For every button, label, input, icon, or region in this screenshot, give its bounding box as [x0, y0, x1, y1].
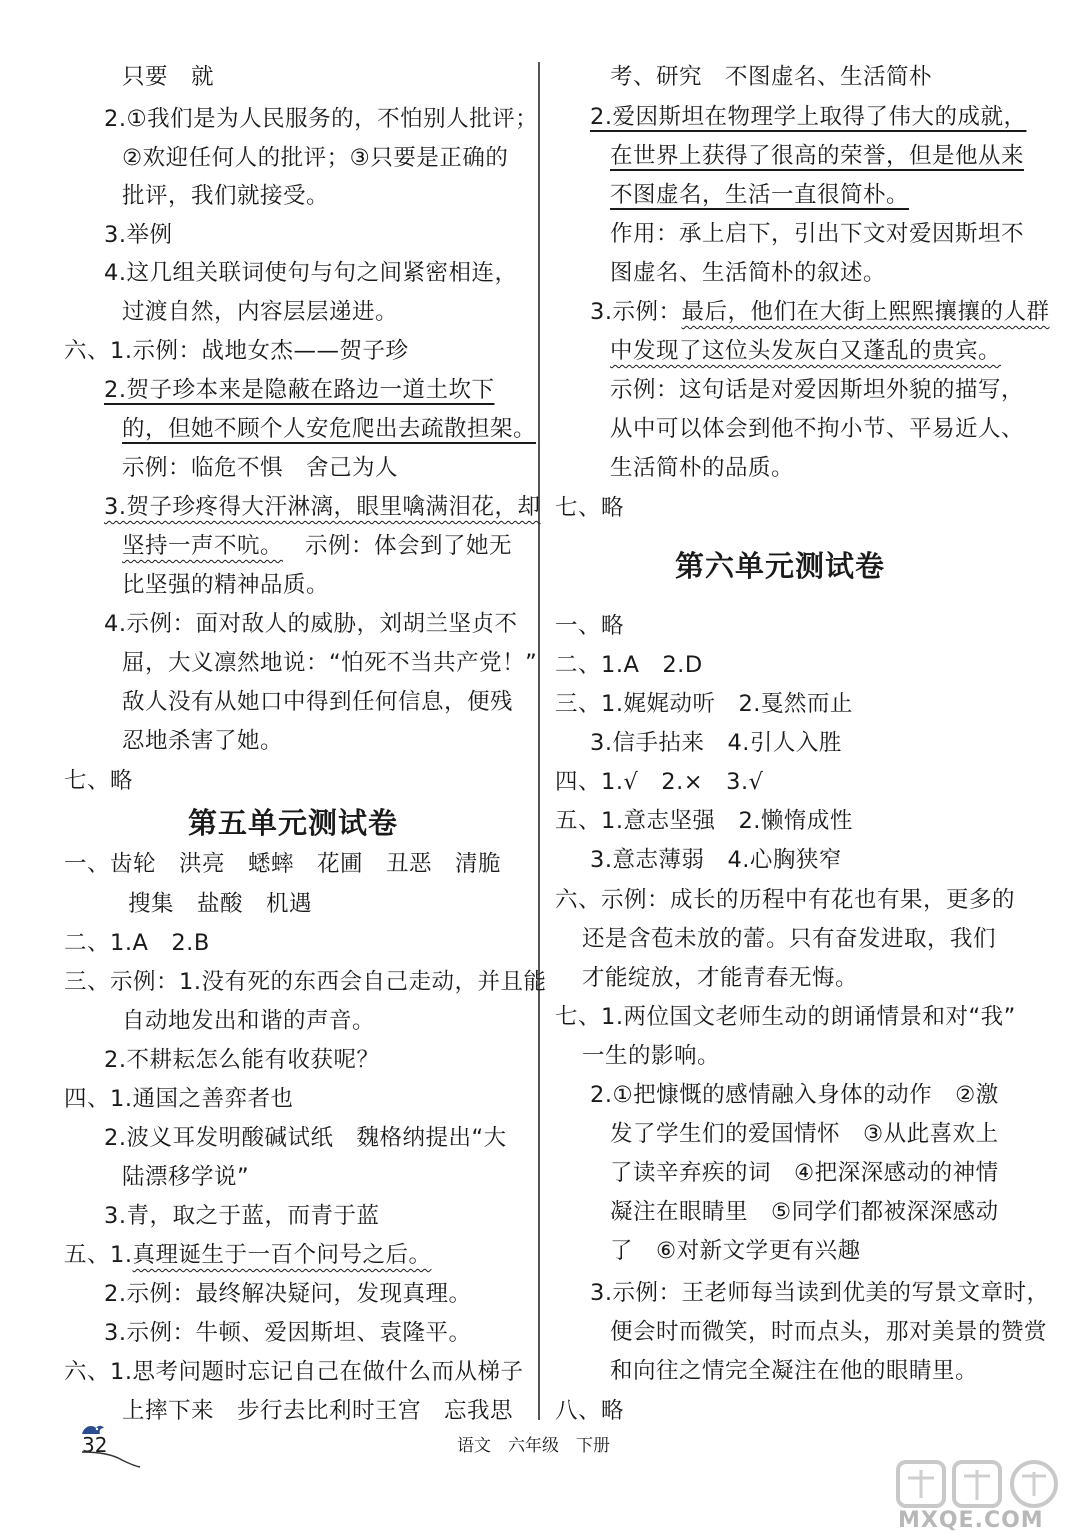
answer-line: 生活简朴的品质。 [610, 455, 795, 481]
answer-line: 2.不耕耘怎么能有收获呢？ [104, 1047, 380, 1073]
section-heading: 第六单元测试卷 [675, 549, 886, 583]
answer-text: 在世界上获得了很高的荣誉，但是他从来 [610, 143, 1025, 169]
answer-line [610, 340, 1001, 363]
answer-line: 五、1.意志坚强 2.懒惰成性 [555, 808, 853, 834]
answer-line: 2.示例：最终解决疑问，发现真理。 [104, 1281, 472, 1307]
answer-line [590, 106, 1026, 129]
answer-line [104, 379, 494, 402]
answer-line: 三、示例：1.没有死的东西会自己走动，并且能 [64, 969, 547, 995]
answer-text: 最后，他们在大街上熙熙攘攘的人群 [681, 299, 1050, 325]
answer-line: 凝注在眼睛里 ⑤同学们都被深深感动 [610, 1199, 999, 1225]
answer-line: 六、1.思考问题时忘记自己在做什么而从梯子 [64, 1359, 524, 1385]
answer-line: 只要 就 [122, 64, 215, 90]
answer-line: 一、齿轮 洪亮 蟋蟀 花圃 丑恶 清脆 [64, 851, 502, 877]
answer-text: 的，但她不顾个人安危爬出去疏散担架。 [122, 416, 537, 442]
answer-line: 二、1.A 2.B [64, 930, 210, 956]
answer-line: 才能绽放，才能青春无悔。 [582, 965, 859, 991]
answer-line: 自动地发出和谐的声音。 [122, 1008, 376, 1034]
answer-line: 示例：这句话是对爱因斯坦外貌的描写， [610, 377, 1025, 403]
answer-line [122, 535, 512, 558]
answer-text: 五、1. [64, 1242, 133, 1268]
answer-line: 3.示例：牛顿、爱因斯坦、袁隆平。 [104, 1320, 472, 1346]
answer-line [610, 184, 909, 207]
answer-line: 和向往之情完全凝注在他的眼睛里。 [610, 1358, 979, 1384]
answer-line: 3.信手拈来 4.引人入胜 [590, 730, 842, 756]
answer-line: 作用：承上启下，引出下文对爱因斯坦不 [610, 221, 1025, 247]
answer-text: 2.爱因斯坦在物理学上取得了伟大的成就， [590, 104, 1027, 130]
answer-line: 批评，我们就接受。 [122, 183, 330, 209]
answer-line: 从中可以体会到他不拘小节、平易近人、 [610, 416, 1025, 442]
answer-line: ②欢迎任何人的批评；③只要是正确的 [122, 145, 509, 171]
column-divider [538, 62, 540, 1420]
answer-line: 了读辛弃疾的词 ④把深深感动的神情 [610, 1160, 999, 1186]
page-number: 32 [82, 1433, 108, 1457]
answer-text: 中发现了这位头发灰白又蓬乱的贵宾。 [610, 338, 1002, 364]
answer-text: 坚持一声不吭。 [122, 533, 284, 559]
answer-line: 屈，大义凛然地说：“怕死不当共产党！” [122, 650, 538, 676]
answer-text: 2.贺子珍本来是隐蔽在路边一道土坎下 [104, 377, 495, 403]
answer-line: 四、1.通国之善弈者也 [64, 1086, 294, 1112]
answer-line: 3.举例 [104, 222, 173, 248]
answer-line [122, 418, 536, 441]
answer-line: 敌人没有从她口中得到任何信息，便残 [122, 689, 514, 715]
answer-line: 2.①把慷慨的感情融入身体的动作 ②激 [590, 1082, 999, 1108]
answer-line: 比坚强的精神品质。 [122, 572, 330, 598]
answer-line: 了 ⑥对新文学更有兴趣 [610, 1238, 861, 1264]
answer-line: 发了学生们的爱国情怀 ③从此喜欢上 [610, 1121, 999, 1147]
answer-line: 七、1.两位国文老师生动的朗诵情景和对“我” [555, 1004, 1016, 1030]
answer-line: 图虚名、生活简朴的叙述。 [610, 260, 887, 286]
answer-line: 二、1.A 2.D [555, 652, 703, 678]
answer-line: 搜集 盐酸 机遇 [128, 891, 313, 917]
answer-text: 3.贺子珍疼得大汗淋漓，眼里噙满泪花，却 [104, 494, 541, 520]
answer-line [64, 1244, 431, 1267]
answer-line [610, 145, 1024, 168]
answer-line: 4.示例：面对敌人的威胁，刘胡兰坚贞不 [104, 611, 518, 637]
answer-line [590, 301, 1049, 324]
answer-text: 示例：体会到了她无 [305, 533, 513, 559]
answer-line: 六、1.示例：战地女杰——贺子珍 [64, 338, 409, 364]
answer-line: 一、略 [555, 613, 625, 639]
answer-line: 2.①我们是为人民服务的，不怕别人批评； [104, 106, 539, 132]
answer-line: 四、1.√ 2.× 3.√ [555, 769, 764, 795]
answer-line: 2.波义耳发明酸碱试纸 魏格纳提出“大 [104, 1125, 507, 1151]
answer-line: 八、略 [555, 1398, 625, 1424]
answer-text: 3.示例： [590, 299, 682, 325]
answer-line: 七、略 [64, 768, 134, 794]
answer-line: 陆漂移学说” [122, 1164, 250, 1190]
decorative-swish [82, 1448, 142, 1468]
footer-subject: 语文 六年级 下册 [457, 1436, 610, 1456]
answer-line: 一生的影响。 [582, 1043, 721, 1069]
answer-line: 过渡自然，内容层层递进。 [122, 299, 399, 325]
section-heading: 第五单元测试卷 [188, 806, 399, 840]
answer-line: 3.示例：王老师每当读到优美的写景文章时， [590, 1280, 1050, 1306]
answer-line: 便会时而微笑，时而点头，那对美景的赞赏 [610, 1319, 1048, 1345]
answer-line: 3.青，取之于蓝，而青于蓝 [104, 1203, 380, 1229]
answer-line: 4.这几组关联词使句与句之间紧密相连， [104, 260, 518, 286]
answer-line: 三、1.娓娓动听 2.戛然而止 [555, 691, 853, 717]
answer-text: 真理诞生于一百个问号之后。 [132, 1242, 432, 1268]
answer-line: 3.意志薄弱 4.心胸狭窄 [590, 847, 842, 873]
answer-text: 不图虚名，生活一直很简朴。 [610, 182, 910, 208]
answer-line: 还是含苞未放的蕾。只有奋发进取，我们 [582, 926, 997, 952]
answer-line: 七、略 [555, 495, 625, 521]
answer-line: 示例：临危不惧 舍己为人 [122, 455, 399, 481]
answer-line: 六、示例：成长的历程中有花也有果，更多的 [555, 887, 1016, 913]
answer-line: 忍地杀害了她。 [122, 728, 284, 754]
watermark-text: MXQE.COM [898, 1508, 1044, 1533]
answer-line: 考、研究 不图虚名、生活简朴 [610, 64, 933, 90]
answer-line [104, 496, 540, 519]
answer-line: 上摔下来 步行去比利时王宫 忘我思 [122, 1398, 514, 1424]
